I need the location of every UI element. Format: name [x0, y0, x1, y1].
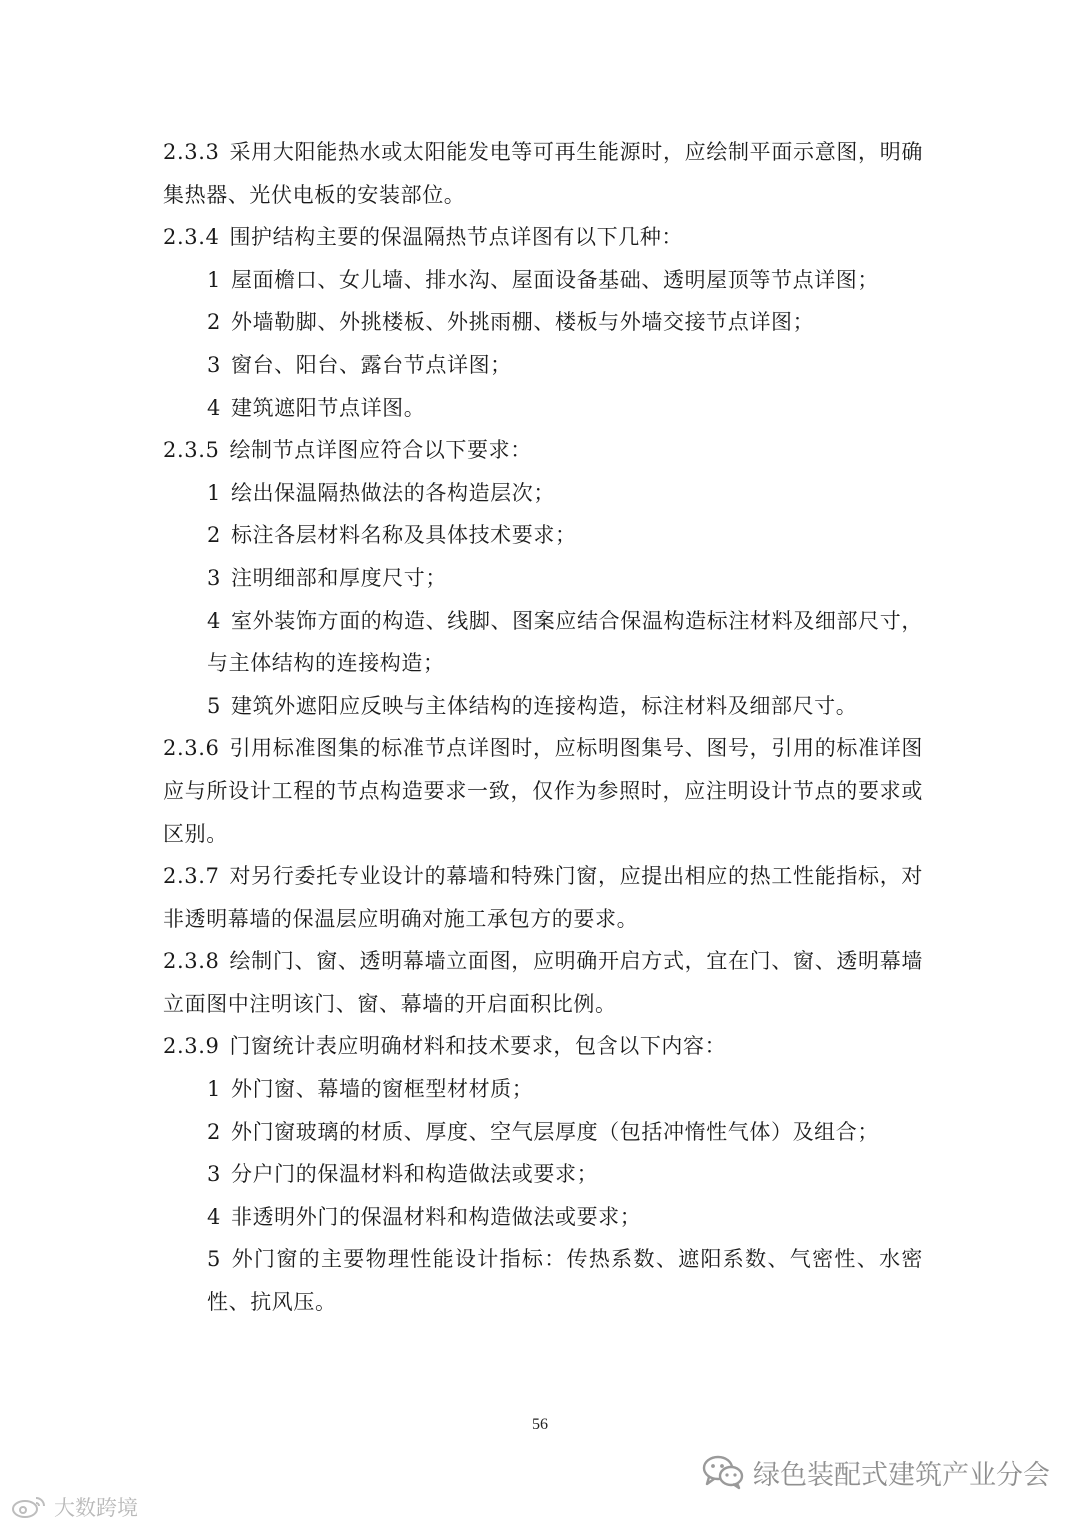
- list-item: [163, 387, 923, 430]
- item-number: 3: [207, 565, 221, 590]
- item-number: 5: [207, 1247, 221, 1272]
- corner-watermark-text: 大数跨境: [54, 1496, 138, 1520]
- clause-paragraph: [163, 727, 923, 855]
- list-item: [163, 514, 923, 557]
- item-number: 4: [207, 608, 221, 633]
- paragraph-text: 采用大阳能热水或太阳能发电等可再生能源时，应绘制平面示意图，明确集热器、光伏电板的安装部位。: [163, 140, 923, 207]
- item-number: 4: [207, 1204, 221, 1229]
- list-item: [163, 1196, 923, 1239]
- item-number: 1: [207, 1077, 221, 1102]
- paragraph-text: 注明细部和厚度尺寸；: [230, 565, 447, 590]
- paragraph-text: 外墙勒脚、外挑楼板、外挑雨棚、楼板与外墙交接节点详图；: [230, 310, 815, 335]
- page-number: 56: [532, 1416, 548, 1433]
- clause-number: 2.3.4: [163, 225, 220, 250]
- item-number: 5: [207, 693, 221, 718]
- clause-paragraph: [163, 940, 923, 1025]
- clause-paragraph: [163, 429, 923, 472]
- paragraph-text: 分户门的保温材料和构造做法或要求；: [230, 1162, 599, 1187]
- item-number: 1: [207, 480, 221, 505]
- paragraph-text: 屋面檐口、女儿墙、排水沟、屋面设备基础、透明屋顶等节点详图；: [230, 267, 879, 292]
- list-item: [163, 600, 923, 685]
- paragraph-text: 外门窗的主要物理性能设计指标：传热系数、遮阳系数、气密性、水密性、抗风压。: [207, 1247, 923, 1315]
- item-number: 1: [207, 267, 221, 292]
- paragraph-text: 绘制节点详图应符合以下要求：: [229, 438, 532, 463]
- document-body: [163, 131, 923, 1324]
- item-number: 2: [207, 523, 221, 548]
- clause-number: 2.3.7: [163, 864, 220, 889]
- clause-number: 2.3.6: [163, 736, 220, 761]
- wechat-icon: [701, 1454, 745, 1490]
- list-item: [163, 472, 923, 515]
- paragraph-text: 窗台、阳台、露台节点详图；: [230, 352, 512, 377]
- paragraph-text: 室外装饰方面的构造、线脚、图案应结合保温构造标注材料及细部尺寸，与主体结构的连接构造；: [207, 608, 923, 676]
- clause-paragraph: [163, 1025, 923, 1068]
- paragraph-text: 标注各层材料名称及具体技术要求；: [230, 523, 577, 548]
- paragraph-text: 绘制门、窗、透明幕墙立面图，应明确开启方式，宜在门、窗、透明幕墙立面图中注明该门、窗、幕墙的开启面积比例。: [163, 949, 923, 1016]
- item-number: 4: [207, 395, 221, 420]
- clause-number: 2.3.3: [163, 140, 220, 164]
- clause-paragraph: [163, 216, 923, 259]
- item-number: 3: [207, 1162, 221, 1187]
- list-item: [163, 1153, 923, 1196]
- list-item: [163, 557, 923, 600]
- paragraph-text: 建筑外遮阳应反映与主体结构的连接构造，标注材料及细部尺寸。: [230, 693, 858, 718]
- item-number: 2: [207, 1119, 221, 1144]
- paragraph-text: 对另行委托专业设计的幕墙和特殊门窗，应提出相应的热工性能指标，对非透明幕墙的保温层应明确对施工承包方的要求。: [163, 864, 923, 931]
- clause-number: 2.3.8: [163, 949, 220, 974]
- paragraph-text: 绘出保温隔热做法的各构造层次；: [230, 480, 555, 505]
- weibo-icon: [10, 1495, 48, 1519]
- paragraph-text: 外门窗玻璃的材质、厚度、空气层厚度（包括冲惰性气体）及组合；: [230, 1119, 879, 1144]
- list-item: [163, 1238, 923, 1323]
- wechat-watermark: [701, 1452, 1050, 1492]
- list-item: [163, 685, 923, 728]
- corner-watermark: [10, 1492, 138, 1522]
- clause-paragraph: [163, 855, 923, 940]
- list-item: [163, 259, 923, 302]
- list-item: [163, 301, 923, 344]
- clause-number: 2.3.9: [163, 1034, 220, 1059]
- item-number: 2: [207, 310, 221, 335]
- list-item: [163, 1111, 923, 1154]
- list-item: [163, 344, 923, 387]
- paragraph-text: 外门窗、幕墙的窗框型材材质；: [230, 1077, 534, 1102]
- paragraph-text: 引用标准图集的标准节点详图时，应标明图集号、图号，引用的标准详图应与所设计工程的节点构造要求一致，仅作为参照时，应注明设计节点的要求或区别。: [163, 736, 923, 846]
- wechat-account-name: 绿色装配式建筑产业分会: [753, 1459, 1050, 1491]
- paragraph-text: 围护结构主要的保温隔热节点详图有以下几种：: [229, 225, 684, 250]
- item-number: 3: [207, 352, 221, 377]
- clause-number: 2.3.5: [163, 438, 220, 463]
- paragraph-text: 建筑遮阳节点详图。: [230, 395, 426, 420]
- clause-paragraph: [163, 131, 923, 216]
- paragraph-text: 非透明外门的保温材料和构造做法或要求；: [230, 1204, 642, 1229]
- paragraph-text: 门窗统计表应明确材料和技术要求，包含以下内容：: [229, 1034, 727, 1059]
- list-item: [163, 1068, 923, 1111]
